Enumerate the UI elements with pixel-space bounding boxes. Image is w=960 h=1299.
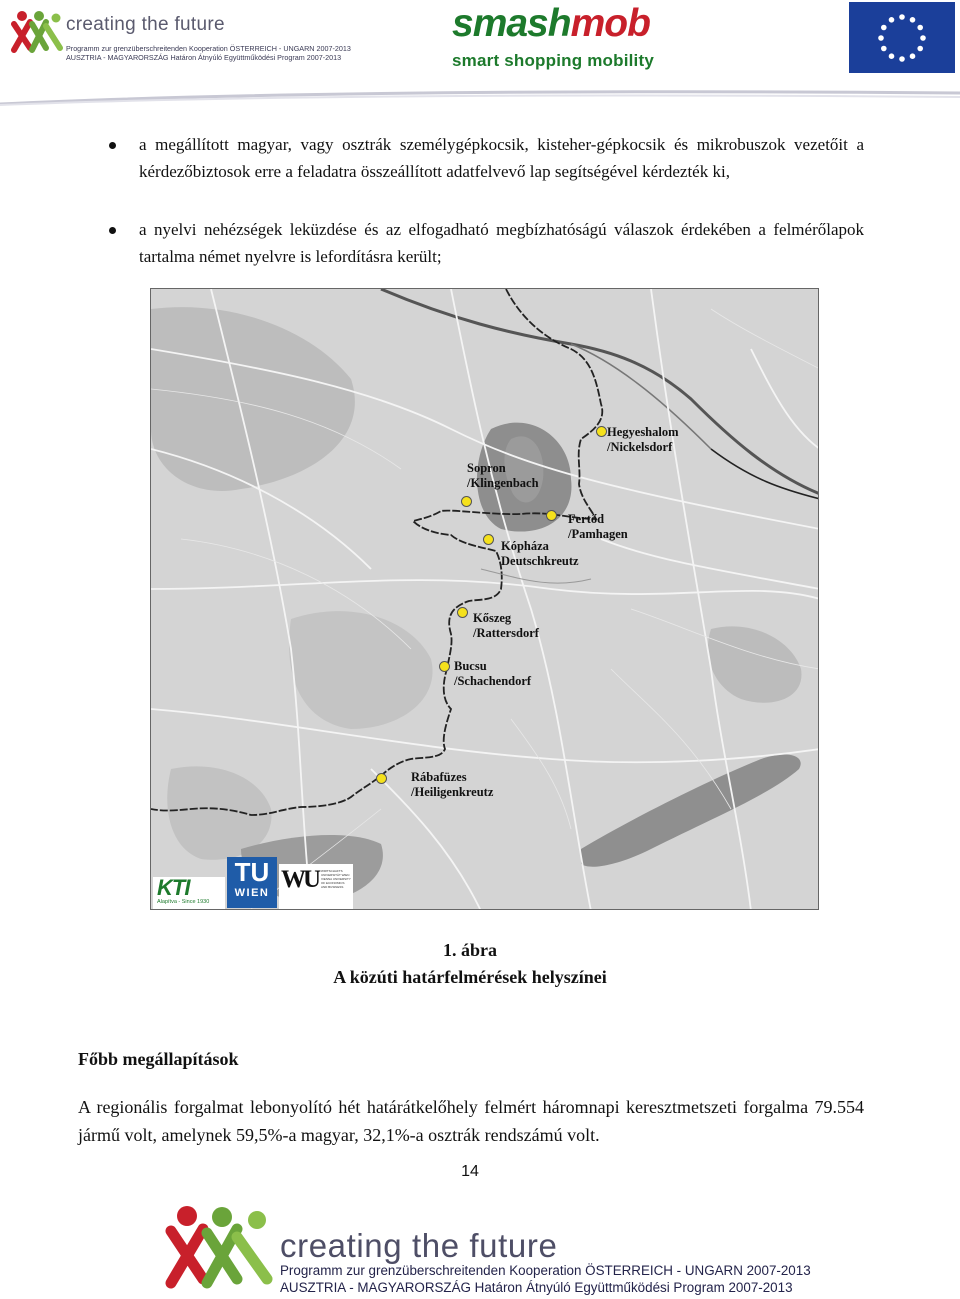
tu-logo-sub: WIEN (234, 887, 270, 899)
border-crossing-map (150, 288, 819, 910)
bullet-item (109, 217, 864, 270)
ctf-logo-title: creating the future (66, 14, 225, 35)
kti-logo (153, 877, 225, 909)
wu-logo (279, 864, 353, 909)
figure-title: A közúti határfelmérések helyszínei (333, 967, 607, 987)
footer-title: creating the future (280, 1227, 558, 1264)
section-paragraph: A regionális forgalmat lebonyolító hét határátkelőhely felmért háromnapi keresztmetszeti forgalma 79.554 jármű volt, amelynek 59,5%-a magyar, 32,1%-a osztrák rendszámú volt. (78, 1097, 864, 1145)
crossing-marker-icon (461, 496, 472, 507)
smashmob-subtitle: smart shopping mobility (452, 51, 655, 70)
crossing-marker-icon (483, 534, 494, 545)
bullet-item (109, 132, 864, 185)
crossing-label-bucsu: Bucsu /Schachendorf (454, 659, 532, 688)
bullet-dot-icon (109, 142, 116, 149)
page-number: 14 (461, 1163, 479, 1180)
tu-logo-text: TU (234, 857, 270, 887)
smashmob-logo-a: smash (452, 2, 571, 45)
eu-flag-icon (849, 2, 955, 73)
ctf-logo-line2: AUSZTRIA - MAGYARORSZÁG Határon Átnyúló Együttműködési Program 2007-2013 (66, 53, 342, 62)
header-swoosh (0, 82, 960, 106)
kti-logo-sub: Alapítva - Since 1930 (157, 899, 210, 905)
crossing-label-hegyeshalom: Hegyeshalom /Nickelsdorf (607, 425, 679, 454)
smashmob-logo-b: mob (570, 2, 650, 45)
smashmob-logo (452, 2, 650, 46)
crossing-label-kophaza: Kópháza Deutschkreutz (501, 539, 579, 568)
tu-wien-logo (227, 857, 277, 908)
bullet-text: a nyelvi nehézségek leküzdése és az elfogadható megbízhatóságú válaszok érdekében a felmérőlapok tartalma német nyelvre is lefordításra került; (139, 220, 864, 266)
figure-number: 1. ábra (443, 940, 497, 960)
people-logo-icon (10, 10, 64, 56)
footer-line1: Programm zur grenzüberschreitenden Kooperation ÖSTERREICH - UNGARN 2007-2013 (280, 1263, 811, 1278)
crossing-label-fertod: Fertőd /Pamhagen (568, 512, 628, 541)
wu-logo-sub: WIRTSCHAFTS UNIVERSITÄT WIEN VIENNA UNIVERSITY OF ECONOMICS AND BUSINESS (321, 869, 351, 889)
section-title: Főbb megállapítások (78, 1049, 239, 1069)
crossing-marker-icon (457, 607, 468, 618)
map-background (151, 289, 819, 910)
footer-line2: AUSZTRIA - MAGYARORSZÁG Határon Átnyúló Együttműködési Program 2007-2013 (280, 1280, 793, 1295)
crossing-marker-icon (546, 510, 557, 521)
crossing-marker-icon (376, 773, 387, 784)
crossing-label-koszeg: Kőszeg /Rattersdorf (473, 611, 539, 640)
crossing-label-rabafuzes: Rábafüzes /Heiligenkreutz (411, 770, 494, 799)
crossing-marker-icon (596, 426, 607, 437)
bullet-dot-icon (109, 227, 116, 234)
wu-logo-text: WU (281, 866, 319, 893)
kti-logo-text: KTI (157, 875, 190, 900)
bullet-text: a megállított magyar, vagy osztrák személygépkocsik, kisteher-gépkocsik és mikrobuszok vezetőit a kérdezőbiztosok erre a feladatra összeállított adatfelvevő lap segítségével kérdezték ki, (139, 135, 864, 181)
ctf-logo-line1: Programm zur grenzüberschreitenden Kooperation ÖSTERREICH - UNGARN 2007-2013 (66, 44, 351, 53)
footer-people-logo-icon (163, 1205, 275, 1293)
crossing-label-sopron: Sopron /Klingenbach (467, 461, 539, 490)
crossing-marker-icon (439, 661, 450, 672)
